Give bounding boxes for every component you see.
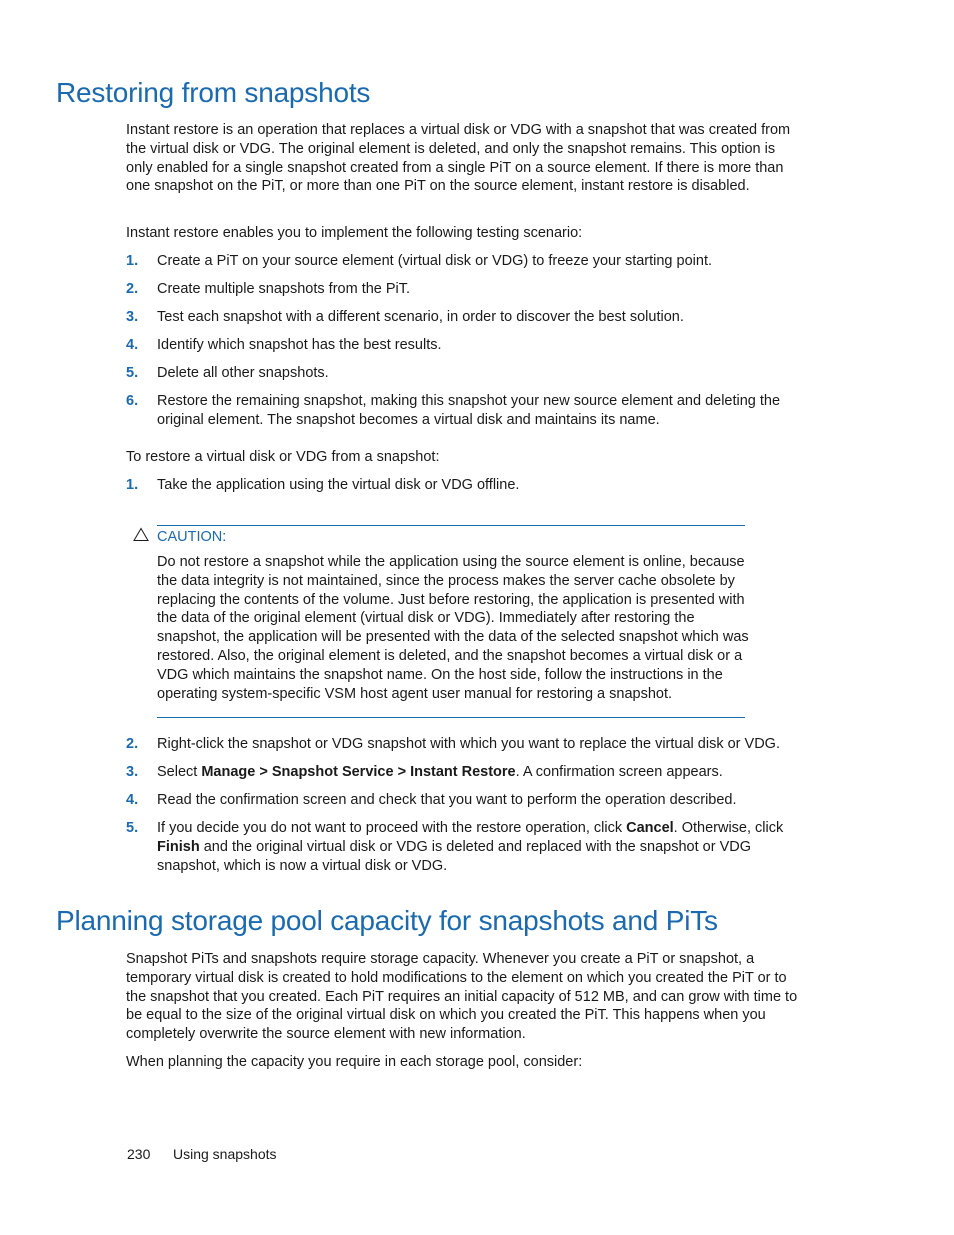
menu-path: Manage > Snapshot Service > Instant Restore	[201, 764, 516, 780]
step-number: 3.	[126, 309, 139, 325]
page-number: 230	[127, 1146, 151, 1162]
procedure-intro: To restore a virtual disk or VDG from a snapshot:	[126, 449, 440, 465]
step-text: Create multiple snapshots from the PiT.	[157, 281, 411, 297]
section-title-planning: Planning storage pool capacity for snapshots and PiTs	[56, 905, 718, 936]
chapter-name: Using snapshots	[173, 1146, 277, 1162]
finish-label: Finish	[157, 838, 200, 855]
intro-paragraph: Instant restore is an operation that replaces a virtual disk or VDG with a snapshot that was created from the virtual disk or VDG. The original element is deleted, and only the snapshot remains. This option is only enabled for a single snapshot created from a single PiT on a source element. If there is more than one snapshot on the PiT, or more than one PiT on the source element, instant restore is disabled.	[126, 122, 791, 195]
step-text: Identify which snapshot has the best results.	[157, 337, 442, 353]
caution-label: CAUTION:	[157, 529, 227, 545]
caution-icon	[133, 527, 149, 542]
scenario-intro: Instant restore enables you to implement the following testing scenario:	[126, 225, 583, 241]
step-text: Restore the remaining snapshot, making this snapshot your new source element and deleting the original element. The snapshot becomes a virtual disk and maintains its name.	[157, 393, 781, 428]
step-number: 5.	[126, 820, 139, 836]
step-text: Delete all other snapshots.	[157, 365, 329, 381]
step-number: 2.	[126, 736, 139, 752]
caution-top-rule	[157, 525, 745, 526]
planning-consider: When planning the capacity you require in each storage pool, consider:	[126, 1054, 583, 1070]
step-text: Create a PiT on your source element (virtual disk or VDG) to freeze your starting point.	[157, 253, 713, 269]
section-title-restoring: Restoring from snapshots	[56, 77, 371, 108]
step-text: Right-click the snapshot or VDG snapshot with which you want to replace the virtual disk or VDG.	[157, 736, 780, 752]
step-text: Take the application using the virtual disk or VDG offline.	[157, 477, 520, 493]
step-number: 4.	[126, 337, 139, 353]
step-number: 1.	[126, 253, 139, 269]
step-text: Test each snapshot with a different scenario, in order to discover the best solution.	[157, 309, 684, 325]
step-number: 2.	[126, 281, 139, 297]
step-number: 4.	[126, 792, 139, 808]
step-text: If you decide you do not want to proceed with the restore operation, click Cancel. Otherwise, click Finish and the original virtual disk or VDG is deleted and replaced with the snapshot or VDG snapshot, which is now a virtual disk or VDG.	[157, 820, 784, 874]
step-number: 3.	[126, 764, 139, 780]
caution-text: Do not restore a snapshot while the application using the source element is online, because the data integrity is not maintained, since the process makes the server cache obsolete by replacing the contents of the volume. Just before restoring, the application is presented with the data of the original element (virtual disk or VDG). Immediately after restoring the snapshot, the application will be presented with the data of the selected snapshot which was restored. Also, the original element is deleted, and the snapshot becomes a virtual disk or a VDG which maintains the snapshot name. On the host side, follow the instructions in the operating system-specific VSM host agent user manual for restoring a snapshot.	[157, 554, 749, 702]
cancel-label: Cancel	[626, 820, 674, 836]
step-text: Read the confirmation screen and check that you want to perform the operation described.	[157, 792, 737, 808]
step-number: 6.	[126, 393, 139, 409]
step-number: 5.	[126, 365, 139, 381]
planning-intro: Snapshot PiTs and snapshots require storage capacity. Whenever you create a PiT or snapshot, a temporary virtual disk is created to hold modifications to the element on which you created the PiT or to the snapshot that you created. Each PiT requires an initial capacity of 512 MB, and can grow with time to be equal to the size of the original virtual disk on which you created the PiT. This happens when you completely overwrite the source element with new information.	[126, 951, 798, 1043]
caution-bottom-rule	[157, 717, 745, 718]
step-text: Select Manage > Snapshot Service > Instant Restore. A confirmation screen appears.	[157, 764, 723, 780]
step-number: 1.	[126, 477, 139, 493]
